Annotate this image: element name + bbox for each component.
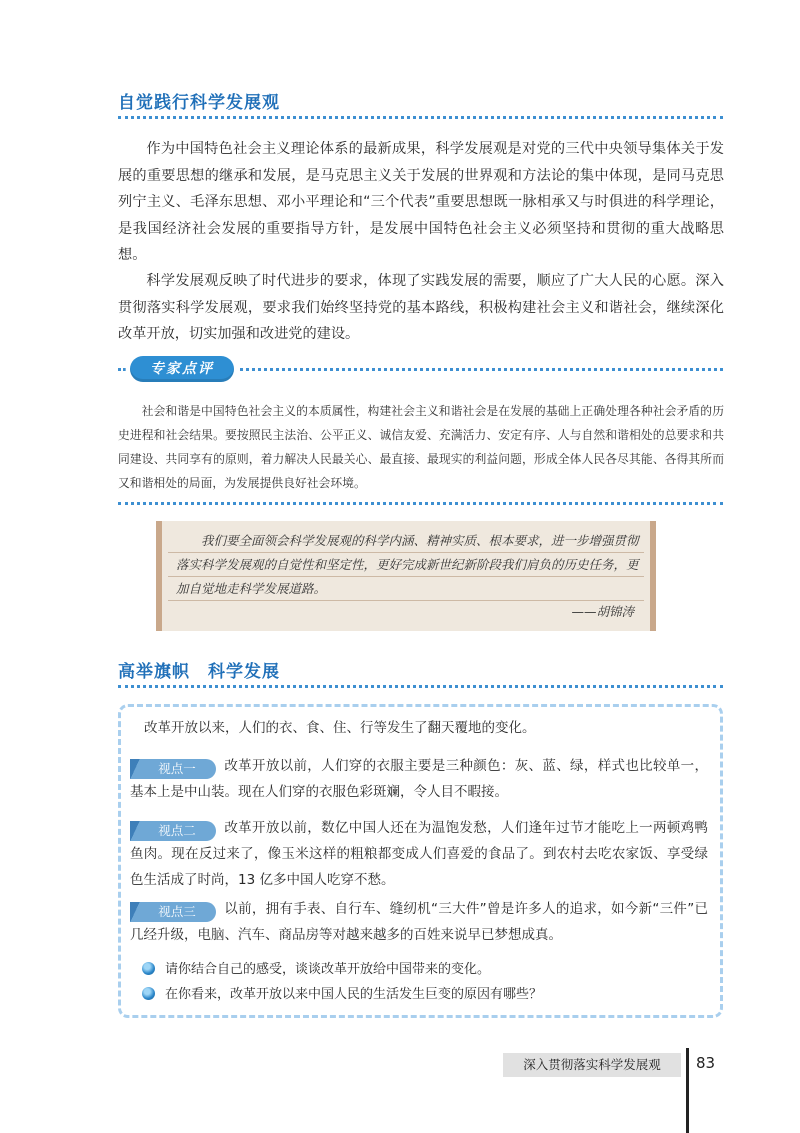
page-number: 83 bbox=[696, 1054, 716, 1072]
dotted-divider bbox=[240, 368, 723, 371]
dotted-divider bbox=[118, 685, 723, 688]
bullet-icon bbox=[142, 962, 155, 975]
discussion-question bbox=[142, 960, 490, 980]
viewpoint-text: 以前，拥有手表、自行车、缝纫机“三大件”曾是许多人的追求，如今新“三件”已几经升级，电脑、汽车、商品房等对越来越多的百姓来说早已梦想成真。 bbox=[130, 901, 708, 943]
viewpoint-text: 改革开放以前，人们穿的衣服主要是三种颜色：灰、蓝、绿，样式也比较单一，基本上是中山装。现在人们穿的衣服色彩斑斓，令人目不暇接。 bbox=[130, 758, 708, 800]
expert-comment-text: 社会和谐是中国特色社会主义的本质属性，构建社会主义和谐社会是在发展的基础上正确处理各种社会矛盾的历史进程和社会结果。要按照民主法治、公平正义、诚信友爱、充满活力、安定有序、人与自然和谐相处的总要求和共同建设、共同享有的原则，着力解决人民最关心、最直接、最现实的利益问题，形成全体人民各尽其能、各得其所而又和谐相处的局面，为发展提供良好社会环境。 bbox=[118, 404, 724, 490]
viewpoint-item bbox=[130, 753, 708, 805]
viewpoint-item bbox=[130, 896, 708, 948]
expert-comment-header bbox=[118, 356, 723, 382]
quote-box bbox=[156, 521, 656, 631]
dotted-divider bbox=[118, 116, 723, 119]
viewpoint-tag: 视点三 bbox=[130, 902, 216, 922]
quote-author: ——胡锦涛 bbox=[571, 604, 634, 619]
dotted-divider bbox=[118, 502, 723, 505]
dotted-divider bbox=[118, 368, 126, 371]
footer-divider bbox=[686, 1048, 689, 1133]
question-text: 请你结合自己的感受，谈谈改革开放给中国带来的变化。 bbox=[165, 962, 491, 977]
bullet-icon bbox=[142, 987, 155, 1000]
viewpoint-item bbox=[130, 815, 708, 893]
discussion-question bbox=[142, 985, 542, 1005]
viewpoint-tag: 视点一 bbox=[130, 759, 216, 779]
quote-text: 我们要全面领会科学发展观的科学内涵、精神实质、根本要求，进一步增强贯彻落实科学发展观的自觉性和坚定性，更好完成新世纪新阶段我们肩负的历史任务，更加自觉地走科学发展道路。 bbox=[176, 533, 639, 596]
expert-comment-badge: 专家点评 bbox=[130, 356, 234, 382]
question-text: 在你看来，改革开放以来中国人民的生活发生巨变的原因有哪些？ bbox=[165, 987, 543, 1002]
viewpoint-tag: 视点二 bbox=[130, 821, 216, 841]
viewpoint-text: 改革开放以前，数亿中国人还在为温饱发愁，人们逢年过节才能吃上一两顿鸡鸭鱼肉。现在反过来了，像玉米这样的粗粮都变成人们喜爱的食品了。到农村去吃农家饭、享受绿色生活成了时尚，13 亿多中国人吃穿不愁。 bbox=[130, 820, 708, 888]
section-title: 高举旗帜 科学发展 bbox=[118, 662, 280, 682]
viewpoints-intro: 改革开放以来，人们的衣、食、住、行等发生了翻天覆地的变化。 bbox=[144, 720, 536, 736]
section-paragraph: 科学发展观反映了时代进步的要求，体现了实践发展的需要，顺应了广大人民的心愿。深入贯彻落实科学发展观，要求我们始终坚持党的基本路线，积极构建社会主义和谐社会，继续深化改革开放，切实加强和改进党的建设。 bbox=[118, 273, 724, 342]
section-title: 自觉践行科学发展观 bbox=[118, 93, 280, 113]
section-paragraph: 作为中国特色社会主义理论体系的最新成果，科学发展观是对党的三代中央领导集体关于发展的重要思想的继承和发展，是马克思主义关于发展的世界观和方法论的集中体现，是同马克思列宁主义、毛泽东思想、邓小平理论和“三个代表”重要思想既一脉相承又与时俱进的科学理论，是我国经济社会发展的重要指导方针，是发展中国特色社会主义必须坚持和贯彻的重大战略思想。 bbox=[118, 141, 724, 263]
chapter-footer: 深入贯彻落实科学发展观 bbox=[503, 1053, 681, 1077]
